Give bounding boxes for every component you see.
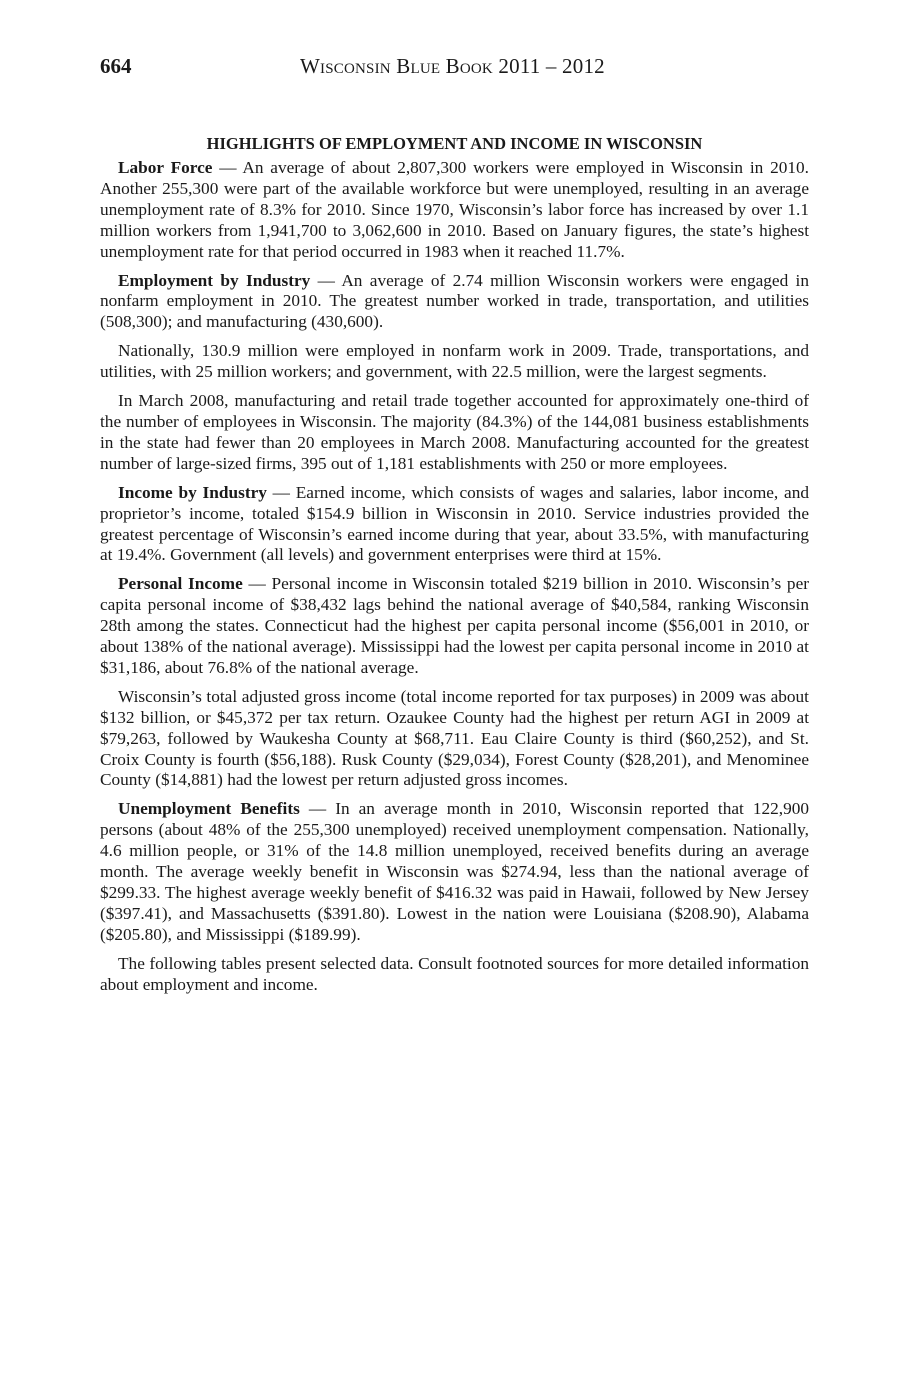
paragraph-text: — An average of about 2,807,300 workers were employed in Wisconsin in 2010. Another 255,300 were part of the available workforce but were unemployed, resulting in an average unemployment rate of 8.3% for 2010. Since 1970, Wisconsin’s labor force has increased by over 1.1 million workers from 1,941,700 to 3,062,600 in 2010. Based on January figures, the state’s highest unemployment rate for that period occurred in 1983 when it reached 11.7%.: [100, 158, 809, 261]
paragraph-national-employment: [100, 341, 809, 383]
paragraph-lead: Unemployment Benefits: [118, 799, 300, 819]
paragraph-closing-note: [100, 954, 809, 996]
paragraph-personal-income: [100, 574, 809, 679]
paragraph-labor-force: [100, 158, 809, 263]
paragraph-text: — Earned income, which consists of wages and salaries, labor income, and proprietor’s income, totaled $154.9 billion in Wisconsin in 2010. Service industries provided the greatest percentage of Wisconsin’s earned income during that year, about 33.5%, with manufacturing at 19.4%. Government (all levels) and government enterprises were third at 15%.: [100, 482, 809, 565]
paragraph-lead: Employment by Industry: [118, 270, 311, 290]
running-head: Wisconsin Blue Book 2011 – 2012: [300, 54, 605, 78]
paragraph-employment-by-industry: [100, 271, 809, 334]
paragraph-text: Wisconsin’s total adjusted gross income (total income reported for tax purposes) in 2009 was about $132 billion, or $45,372 per tax return. Ozaukee County had the highest per return AGI in 2009 at $79,263, followed by Waukesha County at $68,711. Eau Claire County is third ($60,252), and St. Croix County is fourth ($56,188). Rusk County ($29,034), Forest County ($28,201), and Menominee County ($14,881) had the lowest per return adjusted gross incomes.: [100, 686, 809, 790]
paragraph-lead: Personal Income: [118, 574, 243, 594]
section-title: HIGHLIGHTS OF EMPLOYMENT AND INCOME IN WISCONSIN: [206, 134, 703, 153]
paragraph-text: The following tables present selected data. Consult footnoted sources for more detailed information about employment and income.: [100, 953, 809, 994]
paragraph-text: — In an average month in 2010, Wisconsin reported that 122,900 persons (about 48% of the 255,300 unemployed) received unemployment compensation. Nationally, 4.6 million people, or 31% of the 14.8 million unemployed, received benefits during an average month. The average weekly benefit in Wisconsin was $274.94, less than the national average of $299.33. The highest average weekly benefit of $416.32 was paid in Hawaii, followed by New Jersey ($397.41), and Massachusetts ($391.80). Lowest in the nation were Louisiana ($208.90), Alabama ($205.80), and Mississippi ($189.99).: [100, 799, 809, 944]
article-body: [100, 133, 809, 1004]
paragraph-text: In March 2008, manufacturing and retail trade together accounted for approximately one-third of the number of employees in Wisconsin. The majority (84.3%) of the 144,081 business establishments in the state had fewer than 20 employees in March 2008. Manufacturing accounted for the greatest number of large-sized firms, 395 out of 1,181 establishments with 250 or more employees.: [100, 391, 809, 473]
paragraph-income-by-industry: [100, 483, 809, 567]
paragraph-establishments: [100, 391, 809, 475]
paragraph-lead: Labor Force: [118, 158, 213, 177]
paragraph-text: — Personal income in Wisconsin totaled $219 billion in 2010. Wisconsin’s per capita personal income of $38,432 lags behind the national average of $40,584, ranking Wisconsin 28th among the states. Connecticut had the highest per capita personal income ($56,001 in 2010, or about 138% of the national average). Mississippi had the lowest per capita personal income in 2010 at $31,186, about 76.8% of the national average.: [100, 574, 809, 677]
paragraph-lead: Income by Industry: [118, 482, 267, 502]
paragraph-text: Nationally, 130.9 million were employed in nonfarm work in 2009. Trade, transportations, and utilities, with 25 million workers; and government, with 22.5 million, were the largest segments.: [100, 341, 809, 382]
paragraph-unemployment-benefits: [100, 799, 809, 945]
paragraph-adjusted-gross-income: [100, 687, 809, 792]
paragraph-text: — An average of 2.74 million Wisconsin workers were engaged in nonfarm employment in 2010. The greatest number worked in trade, transportation, and utilities (508,300); and manufacturing (430,600).: [100, 270, 809, 332]
page-number: 664: [100, 54, 132, 78]
